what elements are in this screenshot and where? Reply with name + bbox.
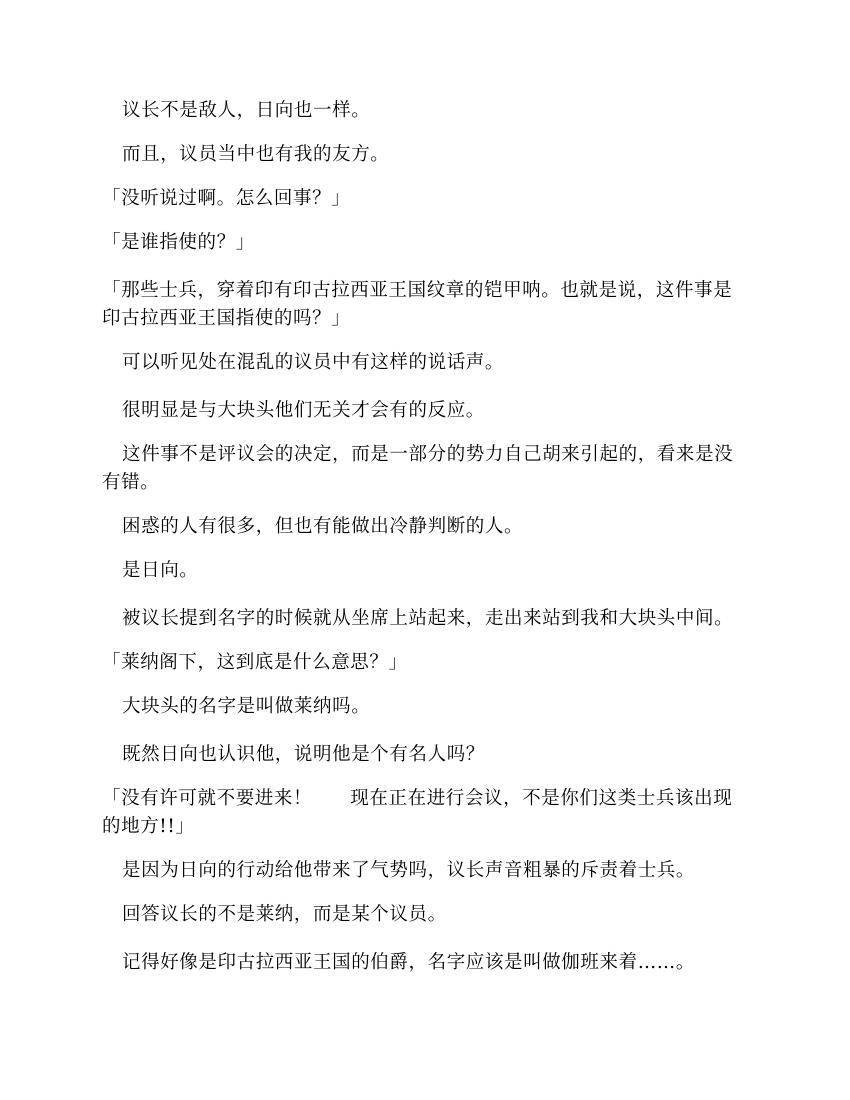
paragraph-8: 这件事不是评议会的决定，而是一部分的势力自己胡来引起的，看来是没有错。 [102,444,734,493]
paragraph-6: 可以听见处在混乱的议员中有这样的说话声。 [122,352,505,373]
paragraph-18: 记得好像是印古拉西亚王国的伯爵，名字应该是叫做伽班来着……。 [122,952,696,973]
text-column [102,97,750,977]
paragraph-14: 既然日向也认识他，说明他是个有名人吗？ [122,744,485,765]
paragraph-16: 是因为日向的行动给他带来了气势吗，议长声音粗暴的斥责着士兵。 [122,860,696,881]
paragraph-4: 「是谁指使的？」 [102,232,255,253]
paragraph-5: 「那些士兵，穿着印有印古拉西亚王国纹章的铠甲呐。也就是说，这件事是印古拉西亚王国指使的吗？」 [102,280,733,329]
paragraph-1: 议长不是敌人，日向也一样。 [122,100,371,121]
paragraph-11: 被议长提到名字的时候就从坐席上站起来，走出来站到我和大块头中间。 [122,608,734,629]
paragraph-9: 困惑的人有很多，但也有能做出冷静判断的人。 [122,516,524,537]
paragraph-12: 「莱纳阁下，这到底是什么意思？」 [102,652,408,673]
paragraph-7: 很明显是与大块头他们无关才会有的反应。 [122,400,485,421]
paragraph-2: 而且，议员当中也有我的友方。 [122,144,390,165]
paragraph-10: 是日向。 [122,560,199,581]
paragraph-15: 「没有许可就不要进来！ 现在正在进行会议，不是你们这类士兵该出现的地方!!」 [102,788,733,837]
paragraph-17: 回答议长的不是莱纳，而是某个议员。 [122,904,447,925]
paragraph-3: 「没听说过啊。怎么回事？」 [102,188,351,209]
paragraph-13: 大块头的名字是叫做莱纳吗。 [122,696,371,717]
